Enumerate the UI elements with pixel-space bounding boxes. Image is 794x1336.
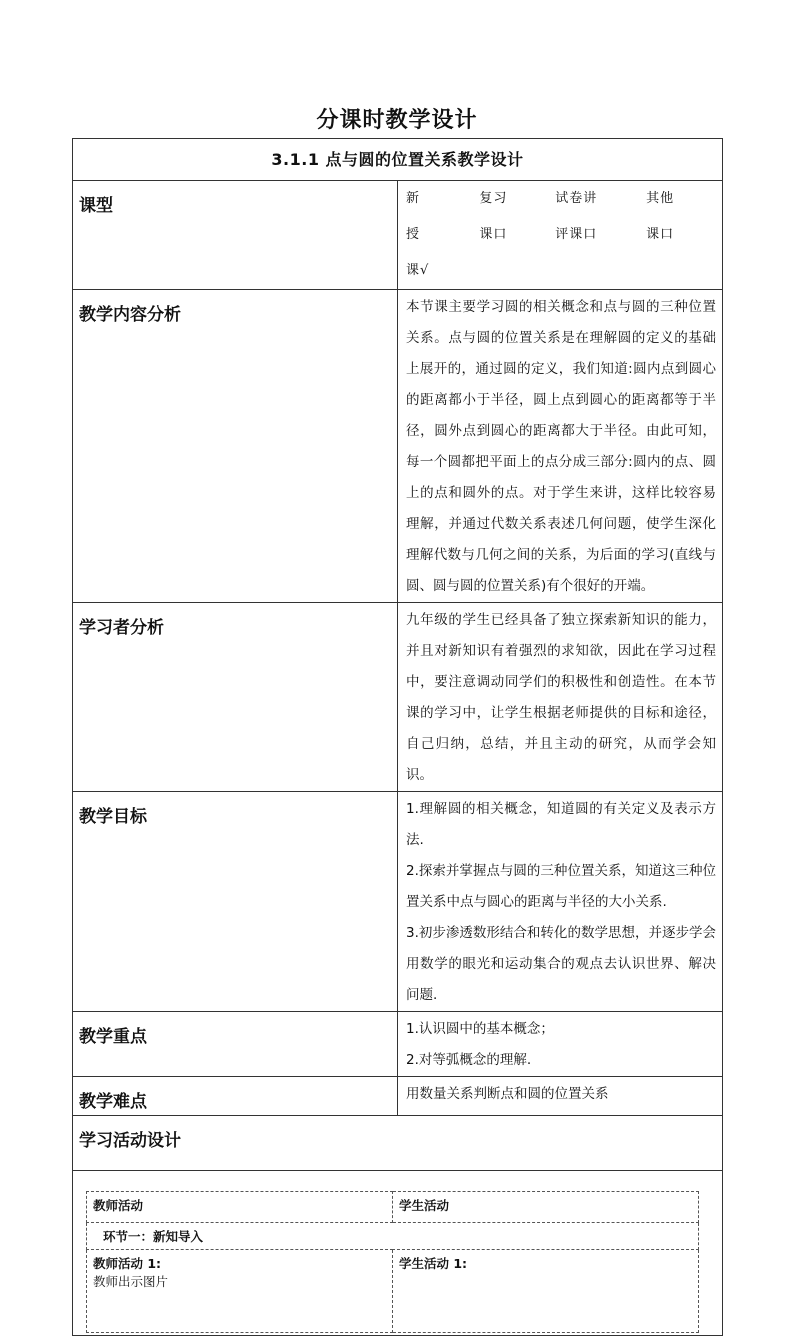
lesson-type-options	[398, 181, 723, 290]
student-activity-label: 学生活动 1:	[399, 1256, 468, 1271]
goals-label: 教学目标	[73, 792, 398, 1012]
lesson-subtitle: 3.1.1 点与圆的位置关系教学设计	[73, 139, 723, 181]
lesson-type-new: 新授课√	[406, 191, 430, 278]
teacher-activity-text: 教师出示图片	[93, 1274, 169, 1289]
activity-design-container	[73, 1171, 723, 1336]
teacher-activity-label: 教师活动 1:	[93, 1256, 162, 1271]
activity-table	[86, 1191, 699, 1333]
key-point-item: 1.认识圆中的基本概念；	[406, 1021, 554, 1037]
teacher-activity-header: 教师活动	[87, 1192, 393, 1223]
content-analysis-text: 本节课主要学习圆的相关概念和点与圆的三种位置关系。点与圆的位置关系是在理解圆的定义的基础上展开的，通过圆的定义，我们知道:圆内点到圆心的距离都小于半径，圆上点到圆心的距离都等于半径，圆外点到圆心的距离都大于半径。由此可知，每一个圆都把平面上的点分成三部分:圆内的点、圆上的点和圆外的点。对于学生来讲，这样比较容易理解，并通过代数关系表述几何问题，使学生深化理解代数与几何之间的关系，为后面的学习(直线与圆、圆与圆的位置关系)有个很好的开端。	[398, 290, 723, 603]
lesson-type-exam-review: 试卷讲评课口	[555, 191, 598, 242]
page-title: 分课时教学设计	[316, 108, 478, 133]
goal-item: 3.初步渗透数形结合和转化的数学思想，并逐步学会用数学的眼光和运动集合的观点去认识世界、解决问题.	[406, 925, 716, 1003]
content-analysis-label: 教学内容分析	[73, 290, 398, 603]
goal-item: 1.理解圆的相关概念，知道圆的有关定义及表示方法.	[406, 801, 716, 848]
lesson-plan-table	[72, 138, 723, 1336]
goals-list	[398, 792, 723, 1012]
activity-design-label: 学习活动设计	[73, 1116, 723, 1171]
difficulties-label: 教学难点	[73, 1077, 398, 1116]
student-activity-cell	[393, 1250, 699, 1333]
key-points-label: 教学重点	[73, 1012, 398, 1077]
lesson-type-label: 课型	[73, 181, 398, 290]
key-point-item: 2.对等弧概念的理解.	[406, 1052, 532, 1068]
goal-item: 2.探索并掌握点与圆的三种位置关系，知道这三种位置关系中点与圆心的距离与半径的大小关系.	[406, 863, 716, 910]
student-activity-header: 学生活动	[393, 1192, 699, 1223]
learner-analysis-text: 九年级的学生已经具备了独立探索新知识的能力，并且对新知识有着强烈的求知欲，因此在学习过程中，要注意调动同学们的积极性和创造性。在本节课的学习中，让学生根据老师提供的目标和途径，自己归纳，总结，并且主动的研究，从而学会知识。	[398, 603, 723, 792]
difficulties-text: 用数量关系判断点和圆的位置关系	[398, 1077, 723, 1116]
teacher-activity-cell	[87, 1250, 393, 1333]
learner-analysis-label: 学习者分析	[73, 603, 398, 792]
lesson-type-review: 复习课口	[479, 191, 508, 242]
key-points-list	[398, 1012, 723, 1077]
section-title: 环节一：新知导入	[87, 1223, 699, 1250]
lesson-type-other: 其他课口	[646, 191, 675, 242]
